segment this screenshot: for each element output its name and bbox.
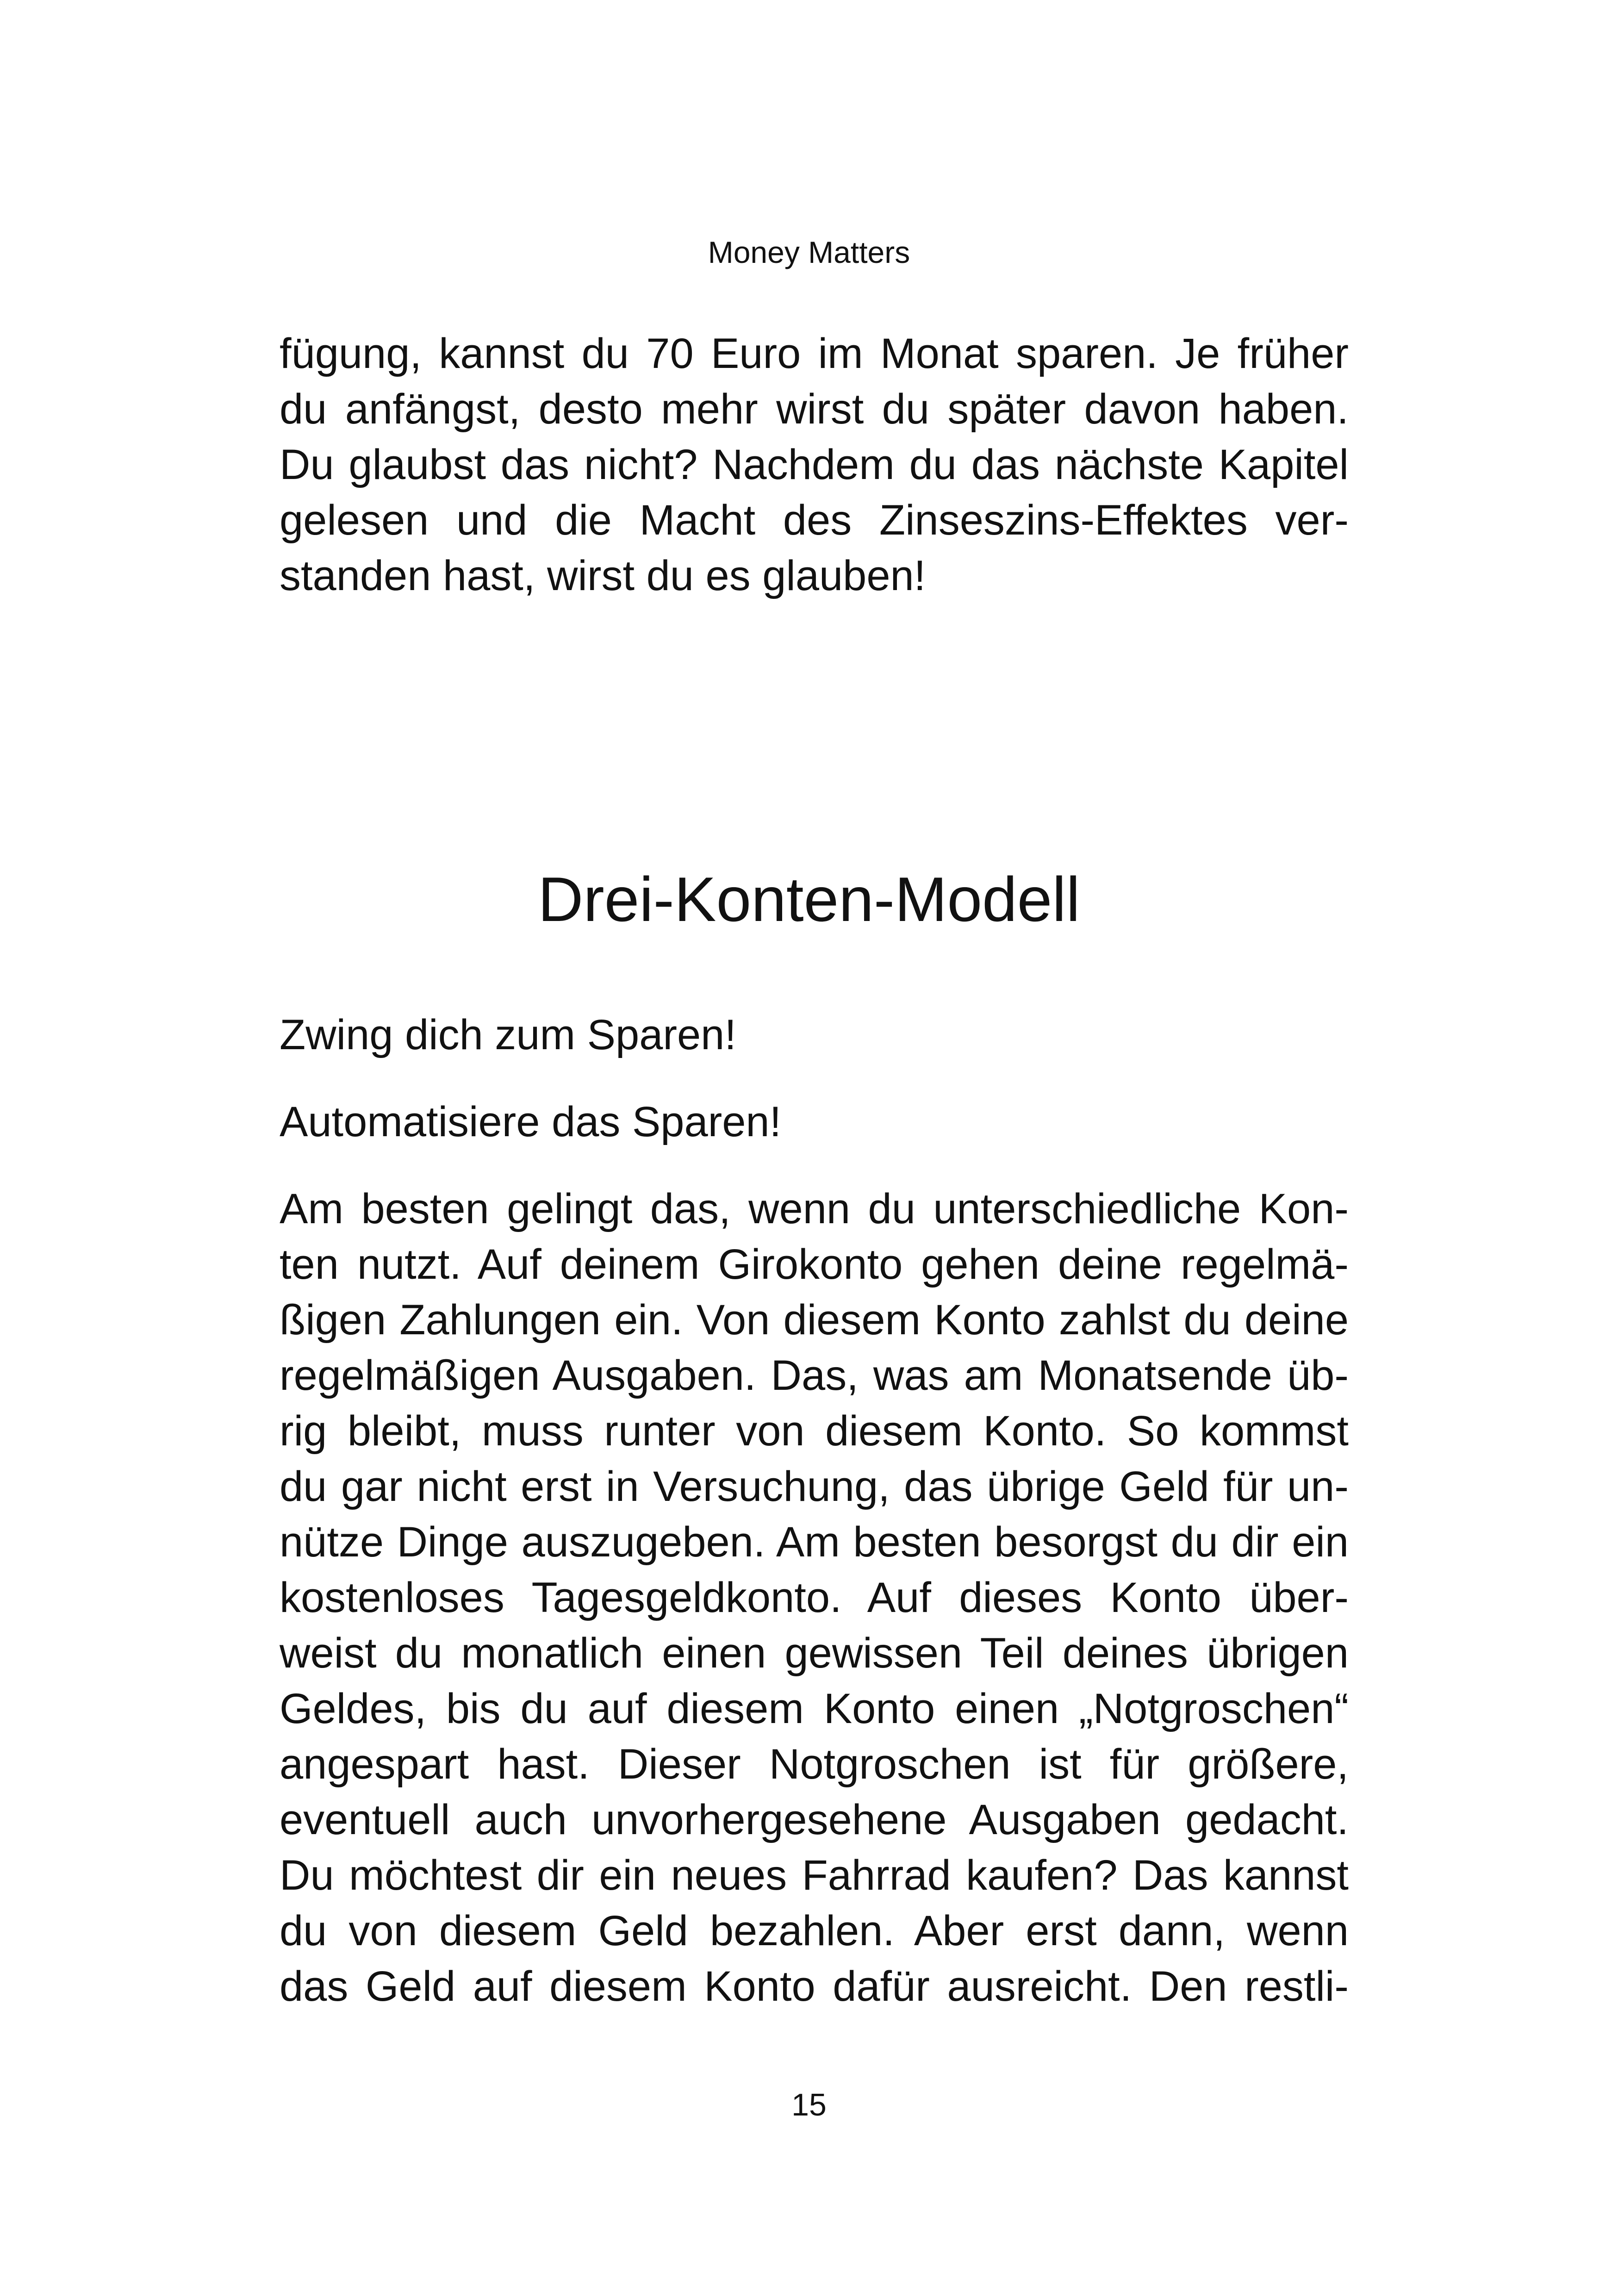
text-line: regelmäßigen Ausgaben. Das, was am Monatsende üb- [280,1352,1349,1399]
text-line: du gar nicht erst in Versuchung, das übrige Geld für un- [280,1463,1349,1510]
running-header: Money Matters [708,235,910,269]
text-line: du anfängst, desto mehr wirst du später davon haben. [280,386,1349,433]
text-line: Du glaubst das nicht? Nachdem du das nächste Kapitel [280,441,1349,488]
text-line: Du möchtest dir ein neues Fahrrad kaufen? Das kannst [280,1852,1349,1899]
text-line: nütze Dinge auszugeben. Am besten besorgst du dir ein [280,1518,1349,1566]
paragraph-automatisiere [280,1094,1349,1150]
page-number: 15 [791,2087,827,2122]
text-line: rig bleibt, muss runter von diesem Konto. So kommst [280,1407,1349,1455]
text-line: angespart hast. Dieser Notgroschen ist für größere, [280,1741,1349,1788]
paragraph-zwing [280,1007,1349,1063]
text-line: kostenloses Tagesgeldkonto. Auf dieses Konto über- [280,1574,1349,1621]
chapter-title: Drei-Konten-Modell [538,864,1080,934]
text-line: das Geld auf diesem Konto dafür ausreicht. Den restli- [280,1963,1349,2010]
continued-paragraph [280,326,1349,604]
text-line: ßigen Zahlungen ein. Von diesem Konto zahlst du deine [280,1296,1349,1344]
text-line: ten nutzt. Auf deinem Girokonto gehen deine regelmä- [280,1241,1349,1288]
text-line: Automatisiere das Sparen! [280,1098,782,1145]
text-line: weist du monatlich einen gewissen Teil deines übrigen [280,1630,1349,1677]
text-line: eventuell auch unvorhergesehene Ausgaben gedacht. [280,1796,1349,1843]
text-line: Am besten gelingt das, wenn du unterschiedliche Kon- [280,1185,1349,1232]
text-line: fügung, kannst du 70 Euro im Monat sparen. Je früher [280,330,1349,377]
text-line: Zwing dich zum Sparen! [280,1011,736,1058]
paragraph-main [280,1181,1349,2014]
text-line: standen hast, wirst du es glauben! [280,552,926,599]
text-line: Geldes, bis du auf diesem Konto einen „Notgroschen“ [280,1685,1349,1732]
text-line: gelesen und die Macht des Zinseszins-Effektes ver- [280,497,1349,544]
text-line: du von diesem Geld bezahlen. Aber erst dann, wenn [280,1907,1349,1954]
